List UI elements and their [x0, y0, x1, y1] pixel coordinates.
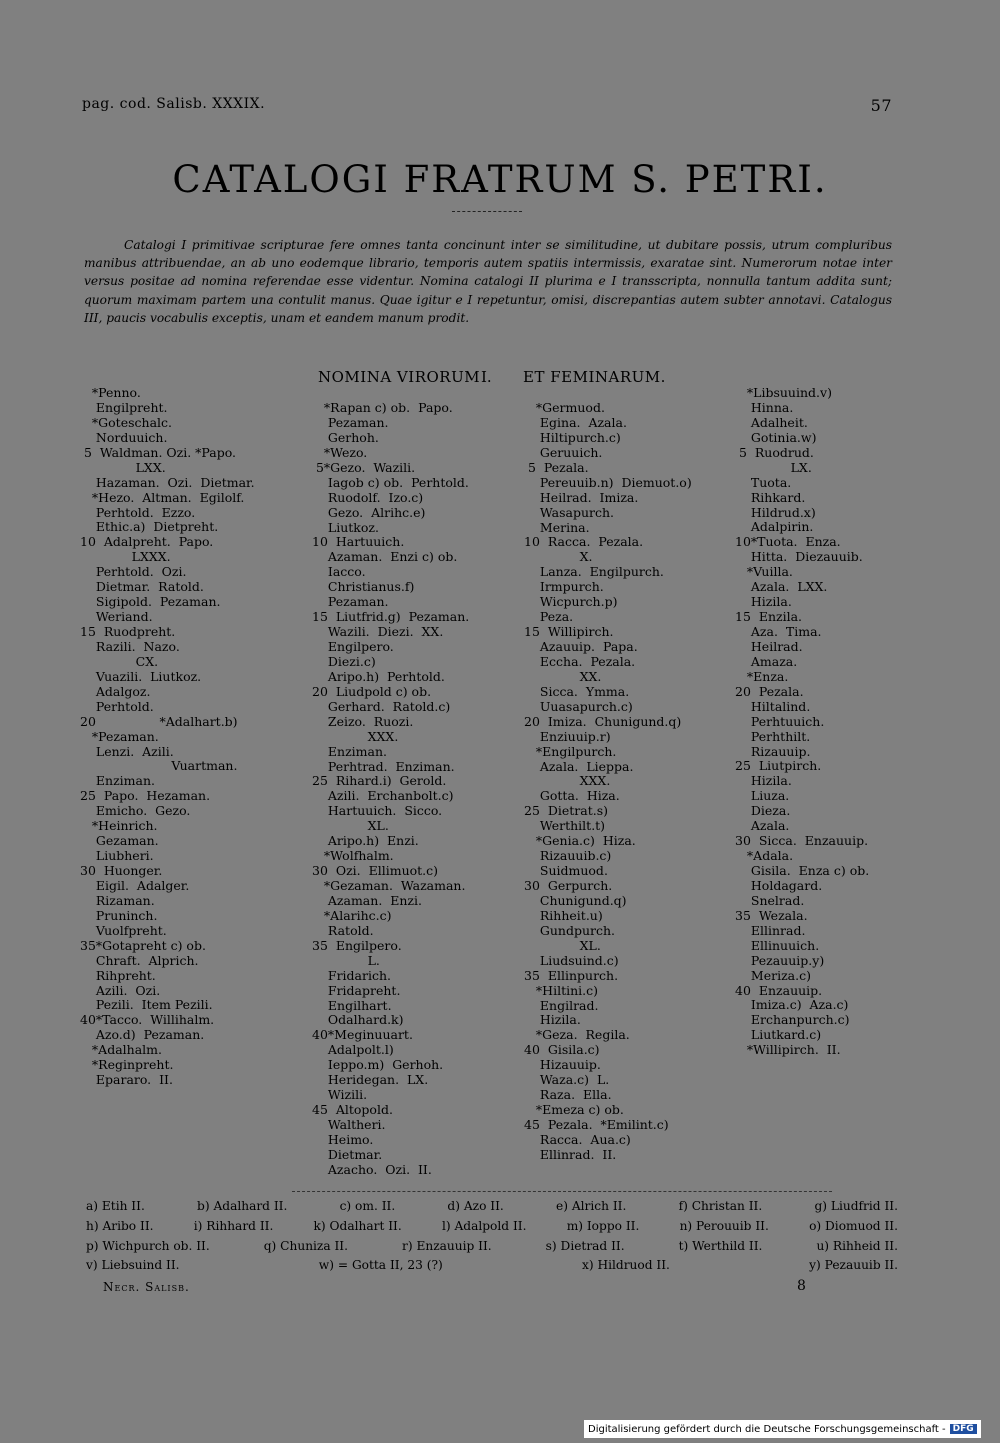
- name-line: *Enza.: [735, 668, 789, 684]
- footnote-entry: l) Adalpold II.: [441, 1219, 527, 1233]
- name-line: Hizila.: [735, 594, 792, 610]
- name-line: Zeizo. Ruozi.: [312, 713, 414, 729]
- name-line: LXXX.: [80, 549, 171, 565]
- name-line: 5 Ruodrud.: [735, 444, 814, 460]
- name-line: Azili. Ozi.: [80, 982, 161, 998]
- name-line: Hazaman. Ozi. Dietmar.: [80, 474, 255, 490]
- name-line: Fridapreht.: [312, 982, 401, 998]
- name-line: Adalheit.: [735, 414, 808, 430]
- name-line: Diezi.c): [312, 653, 376, 669]
- name-line: Hiltalind.: [735, 698, 811, 714]
- name-line: 40*Meginuuart.: [312, 1027, 413, 1043]
- name-line: Aripo.h) Enzi.: [312, 833, 419, 849]
- name-line: Engilpreht.: [80, 399, 168, 415]
- name-line: Vuazili. Liutkoz.: [80, 668, 202, 684]
- running-header: pag. cod. Salisb. XXXIX.: [82, 96, 266, 112]
- name-line: Dietmar.: [312, 1146, 383, 1162]
- name-line: Lanza. Engilpurch.: [524, 564, 664, 580]
- name-line: *Libsuuind.v): [735, 385, 832, 400]
- name-line: Eccha. Pezala.: [524, 653, 636, 669]
- name-line: Hizila.: [524, 1012, 581, 1028]
- name-line: Pezaman.: [312, 594, 389, 610]
- name-line: Chraft. Alprich.: [80, 952, 199, 968]
- name-line: Perhtuuich.: [735, 713, 825, 729]
- name-line: *Germuod.: [524, 400, 605, 415]
- name-line: Amaza.: [735, 653, 798, 669]
- name-line: *Wezo.: [312, 444, 368, 460]
- name-line: Pereuuib.n) Diemuot.o): [524, 474, 692, 490]
- name-line: 25 Dietrat.s): [524, 803, 609, 819]
- name-line: Azala.: [735, 818, 790, 834]
- name-line: Iagob c) ob. Perhtold.: [312, 474, 469, 490]
- name-line: Waltheri.: [312, 1117, 386, 1132]
- name-line: 15 Liutfrid.g) Pezaman.: [312, 609, 470, 625]
- name-line: Raza. Ella.: [524, 1087, 612, 1103]
- name-line: 35 Wezala.: [735, 907, 808, 923]
- name-line: XXX.: [524, 773, 611, 789]
- name-line: *Wolfhalm.: [312, 848, 394, 864]
- footnote-entry: o) Diomuod II.: [809, 1219, 898, 1233]
- name-line: *Heinrich.: [80, 818, 158, 834]
- footnote-entry: y) Pezauuib II.: [809, 1258, 898, 1272]
- section-number: I.: [481, 368, 492, 386]
- name-line: 15 Enzila.: [735, 609, 803, 625]
- name-line: Pezauuip.y): [735, 952, 825, 968]
- name-line: Rizauuip.: [735, 743, 811, 759]
- name-line: Hartuuich. Sicco.: [312, 803, 443, 819]
- name-line: Ethic.a) Dietpreht.: [80, 519, 219, 535]
- name-line: Ellinuuich.: [735, 937, 820, 953]
- name-line: 40 Enzauuip.: [735, 982, 823, 998]
- name-line: Peza.: [524, 609, 574, 625]
- intro-paragraph: Catalogi I primitivae scripturae fere omnes tanta concinunt inter se similitudine, ut dubitare possis, utrum compluribus manibus attribuendae, an ab uno eodemque librario, temporis autem spatiis intermissis, exaratae sint. Numerorum notae inter versus positae ad nomina referendae esse videntur. Nomina catalogi II plurima e I transscripta, nonnulla tantum addita sunt; quorum maximam partem una contulit manus. Quae igitur e I repetuntur, omisi, discrepantias autem subter annotavi. Catalogus III, paucis vocabulis exceptis, unam et eandem manum prodit.: [84, 238, 892, 325]
- name-line: *Engilpurch.: [524, 743, 617, 759]
- name-line: *Hiltini.c): [524, 982, 598, 998]
- name-column-3: [524, 401, 692, 1163]
- name-line: 40*Tacco. Willihalm.: [80, 1012, 215, 1028]
- name-line: 10*Tuota. Enza.: [735, 534, 841, 550]
- footnote-line-2: [86, 1219, 898, 1233]
- name-line: L.: [312, 952, 380, 968]
- name-line: Wicpurch.p): [524, 594, 618, 610]
- name-line: Perhtrad. Enziman.: [312, 758, 455, 774]
- name-line: Gerhard. Ratold.c): [312, 698, 451, 714]
- name-column-1: [80, 386, 255, 1088]
- name-line: Gezaman.: [80, 833, 159, 849]
- name-line: Ruodolf. Izo.c): [312, 489, 424, 505]
- name-line: 30 Gerpurch.: [524, 878, 613, 893]
- name-line: Wazili. Diezi. XX.: [312, 624, 444, 640]
- name-line: Razili. Nazo.: [80, 638, 180, 654]
- name-line: *Penno.: [80, 385, 141, 400]
- name-line: Suidmuod.: [524, 863, 608, 879]
- name-line: Egina. Azala.: [524, 414, 627, 430]
- name-line: Perhtold. Ezzo.: [80, 504, 196, 520]
- signature-mark: Necr. Salisb.: [103, 1280, 190, 1294]
- name-line: 40 Gisila.c): [524, 1042, 600, 1058]
- name-line: *Genia.c) Hiza.: [524, 833, 636, 849]
- footnote-entry: e) Alrich II.: [556, 1199, 627, 1213]
- name-line: 15 Ruodpreht.: [80, 624, 176, 639]
- name-line: 30 Huonger.: [80, 863, 163, 878]
- name-line: Engilpero.: [312, 639, 394, 654]
- name-line: Heridegan. LX.: [312, 1072, 429, 1088]
- name-line: Azacho. Ozi. II.: [312, 1161, 432, 1177]
- name-line: 45 Altopold.: [312, 1102, 393, 1118]
- name-line: 5 Waldman. Ozi. *Papo.: [80, 444, 236, 460]
- footnote-entry: i) Rihhard II.: [193, 1219, 274, 1233]
- footnote-entry: r) Enzauuip II.: [402, 1239, 492, 1253]
- footnote-entry: g) Liudfrid II.: [814, 1199, 898, 1213]
- name-line: Aripo.h) Perhtold.: [312, 668, 445, 684]
- name-line: Norduuich.: [80, 429, 168, 445]
- name-line: Azala. LXX.: [735, 579, 828, 595]
- name-line: Hinna.: [735, 399, 794, 415]
- name-line: XX.: [524, 668, 602, 684]
- name-line: Fridarich.: [312, 967, 391, 983]
- name-line: Azauuip. Papa.: [524, 639, 638, 654]
- name-line: Ieppo.m) Gerhoh.: [312, 1057, 444, 1073]
- name-line: Wasapurch.: [524, 504, 615, 520]
- name-line: 30 Sicca. Enzauuip.: [735, 833, 869, 849]
- footnote-entry: x) Hildruod II.: [582, 1258, 670, 1272]
- name-line: Azaman. Enzi c) ob.: [312, 549, 458, 565]
- name-line: Dieza.: [735, 803, 791, 819]
- name-line: Perhtold.: [80, 698, 154, 714]
- name-line: 45 Pezala. *Emilint.c): [524, 1117, 669, 1132]
- name-line: 20 *Adalhart.b): [80, 713, 238, 729]
- name-line: Pezaman.: [312, 414, 389, 430]
- name-line: Imiza.c) Aza.c): [735, 997, 849, 1013]
- name-line: Perhthilt.: [735, 728, 811, 744]
- name-line: 30 Ozi. Ellimuot.c): [312, 863, 439, 879]
- name-line: Sicca. Ymma.: [524, 683, 630, 699]
- name-line: 25 Liutpirch.: [735, 758, 822, 774]
- name-line: Meriza.c): [735, 967, 811, 983]
- footnote-line-1: [86, 1199, 898, 1213]
- name-line: Gotinia.w): [735, 429, 817, 445]
- name-line: Lenzi. Azili.: [80, 743, 174, 759]
- name-line: Chunigund.q): [524, 892, 627, 908]
- name-line: Gundpurch.: [524, 922, 616, 938]
- name-line: Eigil. Adalger.: [80, 877, 190, 893]
- page-title: CATALOGI FRATRUM S. PETRI.: [172, 158, 828, 201]
- name-line: Azo.d) Pezaman.: [80, 1027, 205, 1043]
- name-line: Gisila. Enza c) ob.: [735, 863, 870, 878]
- name-line: XXX.: [312, 728, 399, 744]
- name-line: *Emeza c) ob.: [524, 1102, 624, 1118]
- name-line: 10 Racca. Pezala.: [524, 534, 644, 550]
- name-line: Christianus.f): [312, 579, 415, 595]
- name-line: Dietmar. Ratold.: [80, 579, 204, 595]
- name-line: Ellinrad.: [735, 922, 806, 938]
- name-line: Azala. Lieppa.: [524, 758, 634, 774]
- name-line: Vuolfpreht.: [80, 922, 167, 938]
- name-line: Rizauuib.c): [524, 848, 612, 864]
- footnote-entry: t) Werthild II.: [678, 1239, 763, 1253]
- footnote-entry: d) Azo II.: [447, 1199, 504, 1213]
- name-line: Enziman.: [80, 773, 155, 789]
- name-line: *Adala.: [735, 848, 794, 864]
- name-line: *Geza. Regila.: [524, 1027, 630, 1043]
- name-line: Pezili. Item Pezili.: [80, 997, 213, 1013]
- name-line: 15 Willipirch.: [524, 624, 614, 640]
- footnote-entry: f) Christan II.: [678, 1199, 763, 1213]
- name-line: Pruninch.: [80, 907, 158, 923]
- name-line: Heimo.: [312, 1131, 374, 1147]
- name-line: Gotta. Hiza.: [524, 788, 620, 804]
- name-column-4: [735, 386, 869, 1058]
- name-line: XL.: [524, 937, 601, 953]
- name-line: 10 Hartuuich.: [312, 534, 405, 550]
- name-line: Erchanpurch.c): [735, 1012, 850, 1028]
- name-line: LXX.: [80, 459, 166, 475]
- footnote-entry: u) Rihheid II.: [816, 1239, 898, 1253]
- name-line: *Willipirch. II.: [735, 1042, 841, 1058]
- title-rule: [452, 211, 522, 212]
- name-line: Snelrad.: [735, 892, 805, 908]
- name-line: Aza. Tima.: [735, 624, 822, 639]
- footnote-line-4: [86, 1258, 898, 1272]
- name-line: *Hezo. Altman. Egilolf.: [80, 489, 245, 505]
- name-line: 20 Pezala.: [735, 683, 804, 699]
- name-line: Rihpreht.: [80, 967, 156, 983]
- name-line: Engilrad.: [524, 997, 599, 1013]
- footnote-entry: n) Perouuib II.: [679, 1219, 769, 1233]
- name-line: XL.: [312, 818, 389, 834]
- name-line: Geruuich.: [524, 444, 603, 460]
- name-line: 25 Papo. Hezaman.: [80, 788, 211, 804]
- name-line: Rihheit.u): [524, 907, 603, 923]
- name-line: Weriand.: [80, 609, 153, 625]
- name-line: Holdagard.: [735, 877, 823, 893]
- name-line: Odalhard.k): [312, 1012, 404, 1028]
- credit-bar[interactable]: [584, 1420, 981, 1438]
- name-line: 5*Gezo. Wazili.: [312, 459, 416, 475]
- name-line: Hildrud.x): [735, 504, 816, 520]
- name-line: 10 Adalpreht. Papo.: [80, 534, 214, 550]
- credit-text: Digitalisierung gefördert durch die Deutsche Forschungsgemeinschaft -: [588, 1423, 946, 1435]
- name-line: Liudsuind.c): [524, 952, 619, 968]
- name-line: Gerhoh.: [312, 429, 379, 445]
- name-line: 25 Rihard.i) Gerold.: [312, 773, 447, 789]
- footnote-entry: b) Adalhard II.: [197, 1199, 288, 1213]
- name-line: Enziuuip.r): [524, 728, 611, 744]
- name-line: Waza.c) L.: [524, 1072, 610, 1088]
- name-line: *Vuilla.: [735, 564, 793, 580]
- name-line: *Adalhalm.: [80, 1042, 162, 1058]
- name-line: Vuartman.: [80, 758, 238, 774]
- footnote-entry: p) Wichpurch ob. II.: [86, 1239, 210, 1253]
- name-line: Liuza.: [735, 788, 790, 804]
- name-line: Heilrad.: [735, 638, 803, 654]
- name-line: Liubheri.: [80, 848, 154, 864]
- footnote-entry: h) Aribo II.: [86, 1219, 154, 1233]
- name-line: Uuasapurch.c): [524, 698, 633, 714]
- name-line: Rizaman.: [80, 892, 155, 908]
- name-line: 35 Ellinpurch.: [524, 967, 619, 983]
- name-line: Adalpolt.l): [312, 1042, 394, 1058]
- name-line: Liutkard.c): [735, 1027, 822, 1043]
- name-line: Azaman. Enzi.: [312, 892, 422, 908]
- name-line: Heilrad. Imiza.: [524, 489, 639, 505]
- name-line: Sigipold. Pezaman.: [80, 594, 221, 610]
- name-line: LX.: [735, 459, 812, 475]
- name-line: Perhtold. Ozi.: [80, 564, 187, 580]
- name-line: Azili. Erchanbolt.c): [312, 788, 454, 804]
- name-line: 5 Pezala.: [524, 459, 589, 475]
- footnote-rule: [292, 1191, 832, 1192]
- name-line: Hitta. Diezauuib.: [735, 549, 863, 565]
- footnote-entry: a) Etih II.: [86, 1199, 145, 1213]
- name-line: Gezo. Alrihc.e): [312, 504, 426, 520]
- name-line: Werthilt.t): [524, 818, 606, 834]
- name-line: Merina.: [524, 519, 590, 535]
- name-line: Rihkard.: [735, 489, 806, 505]
- name-line: Irmpurch.: [524, 579, 604, 595]
- heading-right: ET FEMINARUM.: [523, 368, 666, 386]
- footnote-entry: s) Dietrad II.: [545, 1239, 625, 1253]
- footnote-entry: c) om. II.: [339, 1199, 396, 1213]
- footnote-entry: q) Chuniza II.: [263, 1239, 348, 1253]
- name-line: 20 Liudpold c) ob.: [312, 683, 432, 699]
- name-line: 35*Gotapreht c) ob.: [80, 937, 206, 953]
- heading-left: NOMINA VIRORUM: [318, 368, 481, 386]
- signature-number: 8: [797, 1278, 806, 1294]
- footnote-entry: m) Ioppo II.: [566, 1219, 640, 1233]
- name-column-2: [312, 401, 469, 1178]
- name-line: Emicho. Gezo.: [80, 803, 191, 819]
- name-line: 20 Imiza. Chunigund.q): [524, 713, 682, 729]
- name-line: Hiltipurch.c): [524, 429, 621, 445]
- name-line: Adalgoz.: [80, 683, 151, 699]
- name-line: Ellinrad. II.: [524, 1146, 617, 1162]
- footnote-line-3: [86, 1239, 898, 1253]
- name-line: Liutkoz.: [312, 519, 379, 535]
- name-line: Enziman.: [312, 743, 387, 759]
- page-number: 57: [870, 96, 892, 115]
- footnote-entry: v) Liebsuind II.: [86, 1258, 180, 1272]
- name-line: CX.: [80, 653, 159, 669]
- name-line: Epararo. II.: [80, 1072, 173, 1088]
- name-line: Adalpirin.: [735, 519, 814, 535]
- name-line: *Gezaman. Wazaman.: [312, 878, 466, 893]
- name-line: Iacco.: [312, 564, 366, 580]
- name-line: *Pezaman.: [80, 728, 159, 744]
- name-line: Ratold.: [312, 922, 374, 938]
- name-line: *Reginpreht.: [80, 1057, 174, 1073]
- name-line: Engilhart.: [312, 997, 392, 1013]
- name-line: Tuota.: [735, 474, 792, 490]
- name-line: Hizila.: [735, 773, 792, 789]
- name-line: Hizauuip.: [524, 1057, 601, 1073]
- footnote-entry: k) Odalhart II.: [313, 1219, 402, 1233]
- dfg-logo-icon: DFG: [950, 1424, 977, 1434]
- name-line: *Alarihc.c): [312, 907, 392, 923]
- name-line: X.: [524, 549, 593, 565]
- name-line: *Goteschalc.: [80, 414, 172, 430]
- footnote-entry: w) = Gotta II, 23 (?): [318, 1258, 443, 1272]
- name-line: 35 Engilpero.: [312, 937, 402, 953]
- name-line: *Rapan c) ob. Papo.: [312, 400, 453, 415]
- name-line: Wizili.: [312, 1087, 368, 1103]
- name-line: Racca. Aua.c): [524, 1131, 631, 1147]
